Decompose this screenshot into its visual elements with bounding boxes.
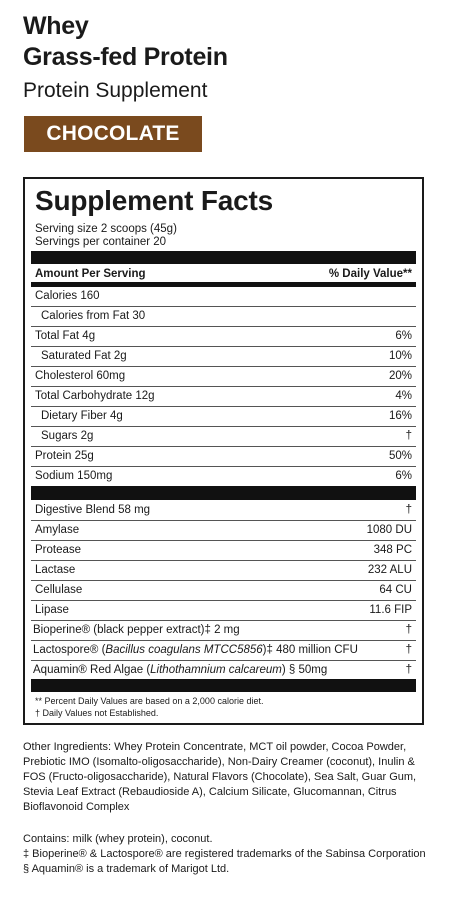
blend-value: 64 CU: [379, 584, 412, 596]
thick-divider: [31, 486, 416, 500]
col-amount-label: Amount Per Serving: [35, 268, 146, 280]
bioperine-label: Bioperine® (black pepper extract)‡ 2 mg: [33, 624, 240, 636]
bioperine-value: †: [405, 624, 412, 636]
blend-row: [31, 601, 416, 621]
nutrient-row: [31, 407, 416, 427]
blend-row: [31, 501, 416, 521]
contains-statement: Contains: milk (whey protein), coconut.: [23, 833, 213, 845]
blend-value: 232 ALU: [367, 564, 412, 576]
nutrient-row: [31, 307, 416, 327]
other-ingredients: Other Ingredients: Whey Protein Concentrate, MCT oil powder, Cocoa Powder, Prebiotic IMO (Isomalto-oligosaccharide), Non-Dairy Creamer (coconut), Inulin & FOS (Fructo-oligosaccharide), Natural Flavors (Chocolate), Sea Salt, Guar Gum, Stevia Leaf Extract (Rebaudioside A), Calcium Silicate, Glucomannan, Citrus Bioflavonoid Complex: [23, 741, 417, 813]
flavor-badge: CHOCOLATE: [24, 116, 202, 152]
aquamin-value: †: [405, 664, 412, 676]
lactospore-value: †: [405, 644, 412, 656]
blend-row: [31, 521, 416, 541]
nutrient-label: Total Carbohydrate 12g: [35, 390, 155, 402]
nutrient-row: [31, 287, 416, 307]
nutrient-value: 6%: [395, 470, 412, 482]
blend-value: †: [405, 504, 412, 516]
blend-row: [31, 561, 416, 581]
blend-value: 11.6 FIP: [369, 604, 412, 616]
product-subtitle: Protein Supplement: [23, 79, 208, 102]
blend-value: 1080 DU: [366, 524, 412, 536]
footnote-not-established: † Daily Values not Established.: [35, 708, 159, 718]
thick-divider: [31, 251, 416, 264]
nutrient-value: †: [405, 430, 412, 442]
nutrient-label: Calories 160: [35, 290, 100, 302]
facts-title: Supplement Facts: [35, 185, 273, 216]
nutrient-value: 4%: [395, 390, 412, 402]
blend-label: Protease: [35, 544, 82, 556]
trademark-marigot: § Aquamin® is a trademark of Marigot Ltd.: [23, 863, 230, 875]
lactospore-label: Lactospore® (Bacillus coagulans MTCC5856)‡ 480 million CFU: [33, 644, 358, 656]
nutrient-row: [31, 467, 416, 487]
col-dv-label: % Daily Value**: [328, 268, 412, 280]
nutrient-value: 6%: [395, 330, 412, 342]
nutrient-label: Total Fat 4g: [35, 330, 96, 342]
blend-label: Digestive Blend 58 mg: [35, 504, 151, 516]
product-name-line2: Grass-fed Protein: [23, 43, 228, 71]
product-name-line1: Whey: [23, 12, 89, 40]
aquamin-label: Aquamin® Red Algae (Lithothamnium calcareum) § 50mg: [33, 664, 328, 676]
nutrient-row: [31, 447, 416, 467]
blend-value: 348 PC: [373, 544, 412, 556]
blend-label: Lactase: [35, 564, 76, 576]
nutrient-row: [31, 347, 416, 367]
nutrient-label: Sugars 2g: [41, 430, 94, 442]
blend-label: Cellulase: [35, 584, 83, 596]
blend-row: [31, 541, 416, 561]
nutrient-value: 10%: [388, 350, 412, 362]
serving-size: Serving size 2 scoops (45g): [35, 223, 177, 235]
aquamin-row: [31, 661, 416, 681]
nutrient-row: [31, 387, 416, 407]
nutrient-label: Saturated Fat 2g: [41, 350, 127, 362]
supplement-facts-panel: [23, 177, 424, 725]
allergen-and-trademarks: [23, 832, 435, 877]
servings-per-container: Servings per container 20: [35, 236, 167, 248]
blend-label: Amylase: [35, 524, 80, 536]
nutrient-value: 16%: [388, 410, 412, 422]
nutrient-label: Dietary Fiber 4g: [41, 410, 123, 422]
trademark-sabinsa: ‡ Bioperine® & Lactospore® are registered trademarks of the Sabinsa Corporation: [23, 848, 426, 860]
nutrient-value: 50%: [388, 450, 412, 462]
bioperine-row: [31, 621, 416, 641]
thick-divider: [31, 679, 416, 692]
nutrient-row: [31, 327, 416, 347]
nutrient-label: Sodium 150mg: [35, 470, 113, 482]
blend-label: Lipase: [35, 604, 69, 616]
footnote-dv: ** Percent Daily Values are based on a 2,000 calorie diet.: [35, 696, 264, 706]
blend-row: [31, 581, 416, 601]
lactospore-row: [31, 641, 416, 661]
column-header: [35, 267, 412, 281]
nutrient-label: Calories from Fat 30: [41, 310, 146, 322]
nutrient-label: Cholesterol 60mg: [35, 370, 126, 382]
nutrient-value: 20%: [388, 370, 412, 382]
nutrient-row: [31, 427, 416, 447]
nutrient-row: [31, 367, 416, 387]
nutrient-label: Protein 25g: [35, 450, 94, 462]
